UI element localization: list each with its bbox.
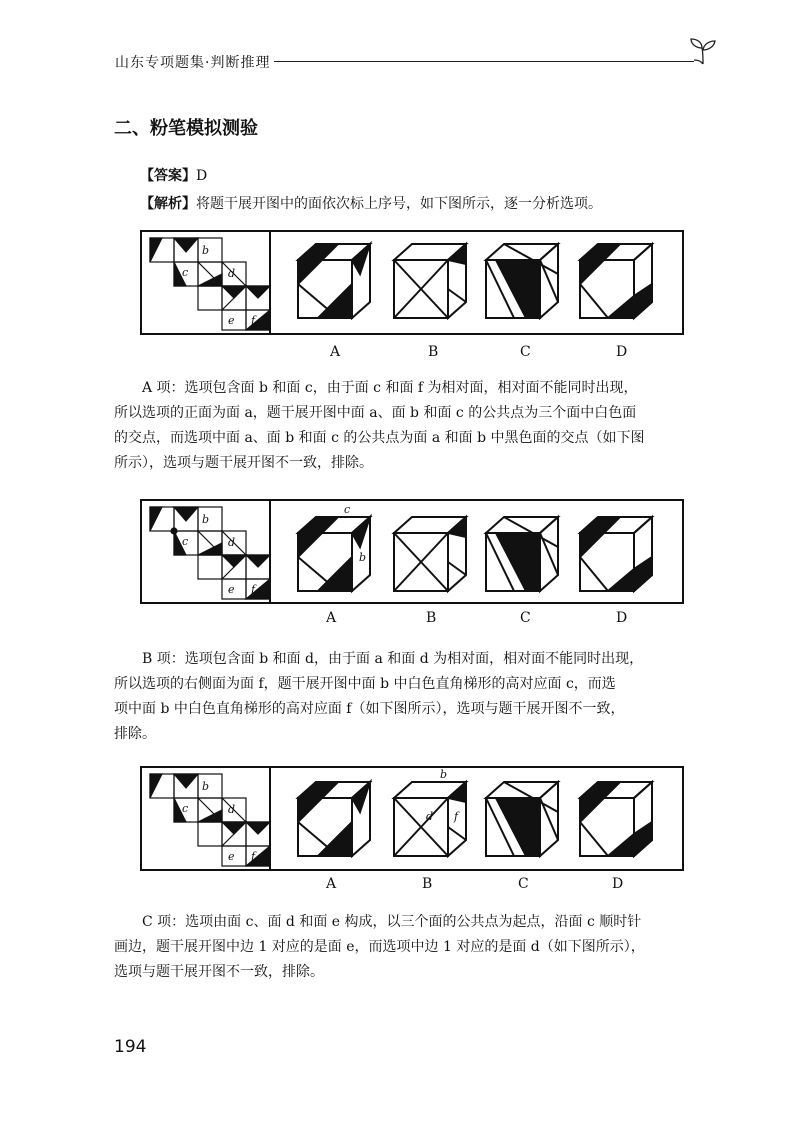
analysis-line bbox=[140, 194, 602, 214]
net-label-f: f bbox=[251, 583, 256, 596]
net-label-a: a bbox=[158, 515, 165, 528]
option-label-a: A bbox=[330, 344, 341, 360]
option-label-b: B bbox=[422, 876, 433, 892]
option-label-c: C bbox=[520, 344, 531, 360]
header-rule bbox=[274, 61, 694, 62]
paragraph-c-line: 画边，题干展开图中边 1 对应的是面 e，而选项中边 1 对应的是面 d（如下图所示）， bbox=[114, 939, 645, 955]
fig2-label-front: a bbox=[320, 557, 327, 570]
option-label-d: D bbox=[616, 344, 628, 360]
net-label-a: a bbox=[158, 246, 165, 259]
figure-2-option-labels bbox=[140, 610, 684, 628]
sprout-icon bbox=[688, 36, 718, 66]
cube-option-c bbox=[486, 517, 558, 591]
fig3-label-top: b bbox=[440, 768, 448, 781]
page-number: 194 bbox=[114, 1037, 147, 1057]
figure-3 bbox=[140, 766, 684, 871]
option-label-b: B bbox=[426, 610, 437, 626]
paragraph-a-line: A 项：选项包含面 b 和面 c，由于面 c 和面 f 为相对面，相对面不能同时出现， bbox=[142, 380, 638, 396]
cube-option-b bbox=[394, 244, 466, 318]
fig2-label-top: c bbox=[344, 503, 351, 516]
running-header-title: 山东专项题集·判断推理 bbox=[115, 55, 271, 71]
option-label-b: B bbox=[428, 344, 439, 360]
figure-3-option-labels bbox=[140, 876, 684, 894]
answer-value: D bbox=[196, 168, 208, 184]
cube-option-d bbox=[580, 517, 652, 591]
option-label-d: D bbox=[616, 610, 628, 626]
fig2-label-side: b bbox=[359, 551, 367, 564]
option-label-c: C bbox=[518, 876, 529, 892]
figure-2 bbox=[140, 499, 684, 604]
paragraph-c bbox=[114, 910, 714, 985]
paragraph-a-line: 所示），选项与题干展开图不一致，排除。 bbox=[114, 455, 373, 471]
net-label-f: f bbox=[251, 314, 256, 327]
net-label-e: e bbox=[228, 850, 235, 863]
fig3-label-side: f bbox=[454, 810, 459, 823]
figure-1-option-labels bbox=[140, 344, 684, 362]
cube-option-a bbox=[298, 782, 370, 856]
net-label-e: e bbox=[228, 314, 235, 327]
net-label-c: c bbox=[182, 266, 189, 279]
paragraph-a bbox=[114, 376, 714, 476]
paragraph-b bbox=[114, 647, 714, 747]
figure-1 bbox=[140, 230, 684, 335]
paragraph-b-line: 排除。 bbox=[114, 726, 156, 742]
option-label-d: D bbox=[612, 876, 624, 892]
option-label-a: A bbox=[326, 610, 337, 626]
paragraph-b-line: 项中面 b 中白色直角梯形的高对应面 f（如下图所示），选项与题干展开图不一致， bbox=[114, 701, 625, 717]
net-label-c: c bbox=[182, 535, 189, 548]
paragraph-c-line: C 项：选项由面 c、面 d 和面 e 构成，以三个面的公共点为起点，沿面 c 顺时针 bbox=[142, 914, 642, 930]
net-label-e: e bbox=[228, 583, 235, 596]
cube-option-c bbox=[486, 244, 558, 318]
net-label-a: a bbox=[158, 782, 165, 795]
analysis-label: 【解析】 bbox=[140, 196, 196, 212]
net-label-f: f bbox=[251, 850, 256, 863]
option-label-c: C bbox=[520, 610, 531, 626]
paragraph-a-line: 的交点，而选项中面 a、面 b 和面 c 的公共点为面 a 和面 b 中黑色面的交点（如下图 bbox=[114, 430, 645, 446]
analysis-text: 将题干展开图中的面依次标上序号，如下图所示，逐一分析选项。 bbox=[196, 196, 602, 212]
paragraph-b-line: B 项：选项包含面 b 和面 d，由于面 a 和面 d 为相对面，相对面不能同时出现， bbox=[142, 651, 644, 667]
paragraph-a-line: 所以选项的正面为面 a，题干展开图中面 a、面 b 和面 c 的公共点为三个面中白色面 bbox=[114, 405, 637, 421]
net-label-c: c bbox=[182, 802, 189, 815]
cube-option-b bbox=[394, 517, 466, 591]
cube-option-d bbox=[580, 782, 652, 856]
net-label-b: b bbox=[202, 513, 210, 526]
paragraph-c-line: 选项与题干展开图不一致，排除。 bbox=[114, 964, 324, 980]
net-label-d: d bbox=[228, 536, 236, 549]
answer-line bbox=[140, 166, 207, 186]
net-label-b: b bbox=[202, 780, 210, 793]
paragraph-b-line: 所以选项的右侧面为面 f，题干展开图中面 b 中白色直角梯形的高对应面 c，而选 bbox=[114, 676, 616, 692]
cube-option-a bbox=[298, 244, 370, 318]
net-label-b: b bbox=[202, 244, 210, 257]
cube-option-d bbox=[580, 244, 652, 318]
answer-label: 【答案】 bbox=[140, 168, 196, 184]
net-label-d: d bbox=[228, 803, 236, 816]
section-title: 二、粉笔模拟测验 bbox=[114, 118, 258, 139]
option-label-a: A bbox=[326, 876, 337, 892]
cube-option-c bbox=[486, 782, 558, 856]
fig3-label-front: d bbox=[426, 810, 434, 823]
net-label-d: d bbox=[228, 267, 236, 280]
